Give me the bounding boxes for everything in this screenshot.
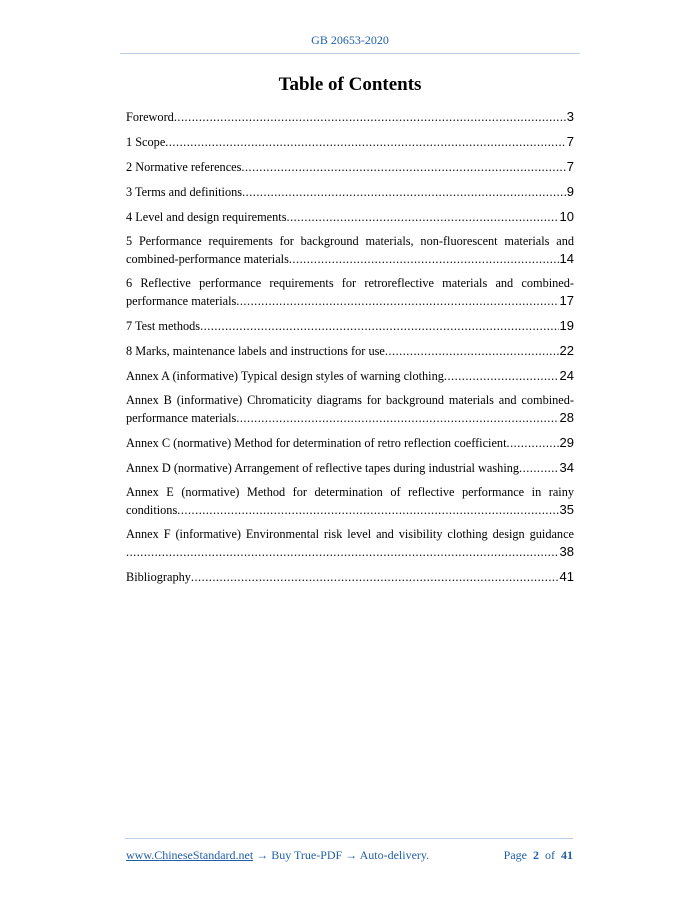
dot-leader — [241, 159, 565, 176]
header-divider — [120, 53, 580, 54]
toc-entry-annex-f[interactable] — [126, 526, 574, 561]
dot-leader — [519, 460, 558, 477]
dot-leader — [126, 544, 559, 561]
toc-entry-page: 7 — [566, 159, 574, 174]
toc-entry-title: 8 Marks, maintenance labels and instructions for use — [126, 344, 385, 358]
of-label: of — [545, 848, 555, 862]
document-code-header: GB 20653-2020 — [311, 33, 389, 47]
toc-entry-performance-requirements[interactable] — [126, 233, 574, 268]
toc-entry-page: 35 — [559, 502, 574, 517]
toc-entry-foreword[interactable] — [126, 108, 574, 126]
toc-entry-page: 24 — [559, 368, 574, 383]
toc-entry-test-methods[interactable] — [126, 317, 574, 335]
toc-entry-page: 38 — [559, 544, 574, 559]
page-current: 2 — [533, 848, 539, 862]
toc-entry-page: 7 — [566, 134, 574, 149]
page-title: Table of Contents — [278, 74, 422, 95]
toc-entry-scope[interactable] — [126, 133, 574, 151]
footer-divider — [125, 838, 573, 839]
toc-entry-page: 41 — [559, 569, 574, 584]
toc-entry-page: 22 — [559, 343, 574, 358]
page-total: 41 — [561, 848, 573, 862]
toc-entry-title-line1: 6 Reflective performance requirements for retroreflective materials and combined- — [126, 276, 574, 290]
toc-entry-title: 1 Scope — [126, 135, 166, 149]
dot-leader — [200, 318, 558, 335]
toc-entry-title: Annex A (informative) Typical design styles of warning clothing — [126, 369, 444, 383]
toc-entry-page: 19 — [559, 318, 574, 333]
dot-leader — [385, 343, 559, 360]
toc-entry-title-line2: performance materials — [126, 294, 237, 308]
toc-entry-title: 7 Test methods — [126, 319, 201, 333]
toc-entry-marks-labels[interactable] — [126, 342, 574, 360]
arrow-icon: → — [345, 848, 358, 862]
dot-leader — [191, 569, 559, 586]
toc-entry-title: 2 Normative references — [126, 160, 242, 174]
buy-pdf-text: Buy True-PDF — [271, 848, 343, 862]
toc-entry-page: 9 — [566, 184, 574, 199]
dot-leader — [165, 134, 565, 151]
toc-entry-title-line1: 5 Performance requirements for background materials, non-fluorescent materials and — [126, 234, 574, 248]
toc-entry-page: 14 — [559, 251, 574, 266]
dot-leader — [289, 251, 559, 268]
dot-leader — [444, 368, 559, 385]
toc-entry-title-line2: performance materials — [126, 411, 237, 425]
toc-entry-page: 28 — [559, 410, 574, 425]
toc-entry-annex-d[interactable] — [126, 459, 574, 477]
auto-delivery-text: Auto-delivery. — [359, 848, 430, 862]
toc-entry-annex-a[interactable] — [126, 367, 574, 385]
toc-entry-title: 3 Terms and definitions — [126, 185, 243, 199]
dot-leader — [507, 435, 559, 452]
toc-entry-page: 3 — [566, 109, 574, 124]
arrow-icon: → — [256, 848, 269, 862]
toc-entry-level-design[interactable] — [126, 208, 574, 226]
table-of-contents — [126, 108, 574, 593]
toc-entry-page: 34 — [559, 460, 574, 475]
toc-entry-page: 10 — [559, 209, 574, 224]
dot-leader — [287, 209, 559, 226]
dot-leader — [242, 184, 566, 201]
toc-entry-page: 29 — [559, 435, 574, 450]
toc-entry-title-line2: conditions — [126, 503, 178, 517]
toc-entry-annex-e[interactable] — [126, 484, 574, 519]
dot-leader — [236, 293, 558, 310]
page-footer — [126, 848, 573, 863]
toc-entry-reflective-performance[interactable] — [126, 275, 574, 310]
toc-entry-title-line1: Annex B (informative) Chromaticity diagrams for background materials and combined- — [126, 393, 574, 407]
dot-leader — [177, 502, 558, 519]
toc-entry-normative-references[interactable] — [126, 158, 574, 176]
toc-entry-title: Foreword — [126, 110, 174, 124]
toc-entry-page: 17 — [559, 293, 574, 308]
toc-entry-title: 4 Level and design requirements — [126, 210, 287, 224]
toc-entry-annex-b[interactable] — [126, 392, 574, 427]
toc-entry-title: Bibliography — [126, 570, 191, 584]
toc-entry-title-line2: combined-performance materials — [126, 252, 289, 266]
toc-entry-title: Annex D (normative) Arrangement of reflective tapes during industrial washing — [126, 461, 520, 475]
website-link[interactable]: www.ChineseStandard.net — [126, 848, 254, 862]
toc-entry-terms-definitions[interactable] — [126, 183, 574, 201]
toc-entry-bibliography[interactable] — [126, 568, 574, 586]
toc-entry-title: Annex C (normative) Method for determination of retro reflection coefficient — [126, 436, 507, 450]
toc-entry-title-line1: Annex E (normative) Method for determination of reflective performance in rainy — [126, 485, 574, 499]
toc-entry-title-line1: Annex F (informative) Environmental risk level and visibility clothing design guidance — [126, 527, 574, 541]
page-number — [504, 848, 573, 863]
dot-leader — [236, 410, 558, 427]
dot-leader — [174, 109, 566, 126]
toc-entry-annex-c[interactable] — [126, 434, 574, 452]
page-label: Page — [503, 848, 527, 862]
